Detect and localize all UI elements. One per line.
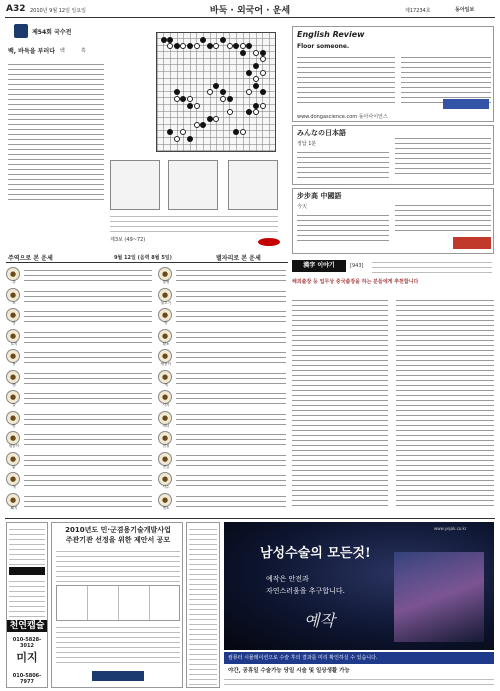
black-stone	[246, 109, 252, 115]
chinese-body-left	[297, 211, 389, 245]
star-sign-text	[176, 492, 286, 510]
star-sign-label: 천칭	[162, 444, 170, 448]
white-stone	[207, 89, 213, 95]
baduk-diagram-3	[228, 160, 278, 210]
clinic-banner-1-text: 컴퓨터 시뮬레이션으로 수술 후의 결과를 미리 확인하실 수 있습니다.	[228, 655, 378, 661]
gov-ad-table	[56, 585, 180, 621]
star-sign-text	[176, 410, 286, 428]
white-stone	[240, 129, 246, 135]
star-sign-row	[158, 450, 288, 470]
zodiac-label: 뱀	[12, 382, 16, 387]
star-sign-text	[176, 430, 286, 448]
english-headline: Floor someone.	[297, 43, 350, 50]
gov-ad	[51, 522, 183, 688]
zodiac-text	[24, 328, 152, 346]
zodiac-row	[6, 470, 154, 490]
black-stone	[200, 122, 206, 128]
black-stone	[260, 50, 266, 56]
star-sign-icon: ●	[158, 452, 172, 466]
classified-strip	[6, 522, 48, 688]
zodiac-label: 용	[12, 362, 16, 366]
white-stone	[167, 43, 173, 49]
english-review-title: English Review	[297, 30, 365, 39]
zodiac-label: 닭	[12, 464, 16, 469]
fortune-section	[6, 253, 288, 515]
star-list	[158, 265, 288, 515]
star-sign-row	[158, 470, 288, 490]
black-stone	[187, 43, 193, 49]
black-stone	[200, 37, 206, 43]
black-stone	[213, 83, 219, 89]
zodiac-label: 쥐	[12, 280, 16, 284]
white-stone	[213, 116, 219, 122]
baduk-notes	[110, 212, 278, 232]
zodiac-text	[24, 492, 152, 510]
star-sign-row	[158, 409, 288, 429]
zodiac-row	[6, 265, 154, 285]
classified-brand: 천연캡슐	[7, 620, 47, 632]
building-image	[394, 552, 484, 642]
star-sign-label: 물병	[162, 280, 170, 284]
baduk-subtitle: 백, 바둑을 부러다	[8, 48, 56, 55]
black-stone	[207, 43, 213, 49]
black-stone	[161, 37, 167, 43]
chinese-body-right	[395, 201, 491, 231]
white-stone	[194, 103, 200, 109]
black-stone	[167, 37, 173, 43]
star-sign-label: 사수	[162, 485, 170, 489]
zodiac-row	[6, 491, 154, 511]
star-sign-text	[176, 287, 286, 305]
baduk-title: 제54회 국수전	[32, 29, 72, 36]
baduk-diagram-1	[110, 160, 160, 210]
zodiac-text	[24, 307, 152, 325]
baduk-caption: 제3보 (49~72)	[110, 237, 146, 243]
star-sign-text	[176, 471, 286, 489]
black-stone	[187, 136, 193, 142]
star-sign-row	[158, 327, 288, 347]
zodiac-text	[24, 348, 152, 366]
zodiac-row	[6, 450, 154, 470]
clinic-ad	[224, 522, 494, 688]
gov-ad-body-2	[56, 623, 180, 667]
hanja-note: 해외출장 등 업무상 중국출장을 하는 분들에게 추천합니다	[292, 279, 419, 285]
baduk-section	[6, 20, 286, 248]
zodiac-text	[24, 287, 152, 305]
zodiac-icon: ●	[6, 431, 20, 445]
star-sign-icon: ●	[158, 329, 172, 343]
star-sign-text	[176, 369, 286, 387]
zodiac-icon: ●	[6, 329, 20, 343]
zodiac-label: 개	[12, 485, 16, 489]
zodiac-row	[6, 429, 154, 449]
white-stone	[253, 76, 259, 82]
classified-lines-1	[9, 525, 45, 565]
white-stone	[194, 43, 200, 49]
star-sign-text	[176, 389, 286, 407]
white-stone	[174, 96, 180, 102]
zodiac-list	[6, 265, 154, 515]
hanja-section	[292, 258, 494, 514]
gov-ad-headline-2: 주관기관 선정을 위한 제안서 공모	[65, 536, 171, 544]
star-sign-label: 황소	[162, 341, 170, 346]
star-sign-row	[158, 429, 288, 449]
zodiac-icon: ●	[6, 390, 20, 404]
zodiac-text	[24, 430, 152, 448]
white-stone	[246, 89, 252, 95]
chinese-ad-badge	[453, 237, 491, 249]
hanja-number: [943]	[350, 263, 364, 269]
star-sign-icon: ●	[158, 431, 172, 445]
white-stone	[180, 129, 186, 135]
white-stone	[253, 109, 259, 115]
star-sign-icon: ●	[158, 288, 172, 302]
zodiac-icon: ●	[6, 267, 20, 281]
white-stone	[213, 43, 219, 49]
gov-ad-headline-1: 2010년도 민·군겸용기술개발사업	[65, 526, 171, 534]
star-sign-icon: ●	[158, 411, 172, 425]
clinic-line-2: 자연스러움을 추구합니다.	[266, 587, 345, 595]
classified-phone-1: 010-5828-3012	[12, 637, 42, 649]
star-sign-row	[158, 491, 288, 511]
star-fortune-title: 별자리로 본 운세	[216, 255, 261, 262]
zodiac-icon: ●	[6, 288, 20, 302]
star-sign-label: 전갈	[162, 464, 170, 469]
zodiac-icon: ●	[6, 349, 20, 363]
chinese-title: 步步高 中國語	[297, 192, 342, 200]
black-stone	[240, 50, 246, 56]
zodiac-icon: ●	[6, 411, 20, 425]
zodiac-text	[24, 471, 152, 489]
zodiac-icon: ●	[6, 370, 20, 384]
baduk-logo-icon	[14, 24, 28, 38]
sponsor-logo-icon	[258, 238, 280, 246]
japanese-label: 정답 1분	[297, 141, 317, 147]
fortune-title: 주역으로 본 운세	[8, 255, 53, 262]
star-sign-label: 물고기	[160, 300, 172, 305]
zodiac-icon: ●	[6, 308, 20, 322]
clinic-banner-2: 야간, 공휴일 수술가능 당일 시술 및 일상생활 가능	[228, 668, 350, 674]
black-stone	[233, 129, 239, 135]
black-stone	[220, 89, 226, 95]
white-stone	[227, 109, 233, 115]
white-stone	[180, 43, 186, 49]
black-stone	[180, 96, 186, 102]
zodiac-text	[24, 410, 152, 428]
ad-divider	[5, 518, 495, 519]
english-body-right	[401, 53, 491, 105]
english-footer: www.dongascience.com 동아사이언스	[297, 114, 388, 120]
star-sign-label: 쌍둥이	[160, 362, 172, 366]
hanja-body-right	[396, 296, 494, 510]
zodiac-row	[6, 347, 154, 367]
gov-ad-body-1	[56, 547, 180, 583]
star-sign-icon: ●	[158, 370, 172, 384]
baduk-diagram-2	[168, 160, 218, 210]
star-sign-icon: ●	[158, 472, 172, 486]
newspaper-name: 동아일보	[455, 7, 475, 13]
star-sign-row	[158, 368, 288, 388]
zodiac-label: 말	[12, 403, 16, 407]
english-ad-badge	[443, 99, 489, 109]
black-stone	[253, 63, 259, 69]
japanese-body-left	[297, 148, 389, 178]
black-stone	[220, 37, 226, 43]
star-sign-text	[176, 348, 286, 366]
star-sign-icon: ●	[158, 267, 172, 281]
black-stone	[253, 83, 259, 89]
zodiac-text	[24, 266, 152, 284]
zodiac-row	[6, 286, 154, 306]
fortune-rule	[6, 262, 288, 263]
black-stone	[253, 103, 259, 109]
white-stone	[260, 56, 266, 62]
black-stone	[174, 43, 180, 49]
star-sign-row	[158, 388, 288, 408]
go-board	[156, 32, 276, 152]
zodiac-label: 토끼	[10, 341, 18, 346]
english-body-left	[297, 53, 395, 105]
white-stone	[187, 96, 193, 102]
page-number: A32	[6, 4, 26, 14]
japanese-title: みんなの日本語	[297, 129, 346, 137]
star-sign-text	[176, 328, 286, 346]
classified-lines-2	[9, 577, 45, 617]
star-sign-icon: ●	[158, 349, 172, 363]
white-stone	[194, 122, 200, 128]
black-stone	[167, 129, 173, 135]
zodiac-icon: ●	[6, 472, 20, 486]
baduk-commentary	[8, 60, 104, 200]
chinese-box	[292, 188, 494, 254]
edition-number: 제17234호	[405, 8, 431, 14]
clinic-logo: 예작	[304, 611, 335, 630]
issue-date: 2010년 9월 12일 일요일	[30, 8, 87, 14]
hanja-header-lines	[372, 258, 492, 274]
baduk-player-black: 흑	[81, 48, 86, 54]
zodiac-text	[24, 389, 152, 407]
english-review-box	[292, 26, 494, 122]
black-stone	[187, 103, 193, 109]
zodiac-label: 양	[12, 423, 16, 428]
white-stone	[253, 50, 259, 56]
clinic-banner-1	[224, 652, 494, 664]
japanese-box	[292, 125, 494, 185]
japanese-body-right	[395, 134, 491, 178]
clinic-line-1: 예작은 안전과	[266, 575, 309, 583]
black-stone	[260, 89, 266, 95]
white-stone	[174, 136, 180, 142]
white-stone	[240, 43, 246, 49]
star-sign-row	[158, 306, 288, 326]
clinic-address-lines	[224, 675, 494, 687]
narrow-ad-lines	[189, 525, 217, 685]
header-rule	[5, 17, 495, 18]
zodiac-label: 돼지	[10, 505, 18, 510]
star-sign-text	[176, 307, 286, 325]
baduk-title-box	[6, 24, 96, 40]
white-stone	[220, 96, 226, 102]
zodiac-row	[6, 388, 154, 408]
star-sign-label: 양	[164, 321, 168, 325]
star-sign-label: 처녀	[162, 423, 170, 428]
zodiac-text	[24, 369, 152, 387]
black-stone	[246, 43, 252, 49]
gov-ad-logo	[92, 671, 144, 681]
zodiac-row	[6, 409, 154, 429]
black-stone	[227, 96, 233, 102]
black-stone	[233, 43, 239, 49]
classified-header	[9, 567, 45, 575]
clinic-headline: 남성수술의 모든것!	[260, 546, 371, 561]
star-sign-text	[176, 451, 286, 469]
zodiac-label: 원숭이	[8, 444, 20, 448]
white-stone	[227, 43, 233, 49]
star-sign-row	[158, 265, 288, 285]
black-stone	[174, 89, 180, 95]
star-sign-label: 게	[164, 382, 168, 387]
section-title: 바둑 · 외국어 · 운세	[209, 6, 291, 16]
clinic-ad-visual	[224, 522, 494, 650]
white-stone	[260, 103, 266, 109]
star-sign-text	[176, 266, 286, 284]
star-sign-row	[158, 286, 288, 306]
classified-phone-2: 010-5806-7977	[12, 673, 42, 685]
star-sign-label: 사자	[162, 403, 170, 407]
zodiac-label: 범	[12, 321, 16, 325]
zodiac-row	[6, 306, 154, 326]
star-sign-label: 염소	[162, 505, 170, 510]
zodiac-row	[6, 327, 154, 347]
zodiac-icon: ●	[6, 493, 20, 507]
narrow-ad-column	[186, 522, 220, 688]
star-sign-icon: ●	[158, 493, 172, 507]
zodiac-label: 소	[12, 300, 16, 305]
zodiac-row	[6, 368, 154, 388]
black-stone	[207, 116, 213, 122]
white-stone	[260, 70, 266, 76]
hanja-title: 漢字 이야기	[292, 260, 346, 272]
baduk-player-white: 백	[60, 48, 65, 54]
clinic-url: www.yejak.co.kr	[434, 526, 467, 531]
classified-brand-2: 미지	[16, 651, 38, 664]
star-sign-icon: ●	[158, 390, 172, 404]
black-stone	[246, 70, 252, 76]
fortune-date: 9월 12일 (음력 8월 5일)	[114, 255, 172, 261]
star-sign-row	[158, 347, 288, 367]
zodiac-text	[24, 451, 152, 469]
chinese-label: 今天	[297, 204, 308, 210]
star-sign-icon: ●	[158, 308, 172, 322]
hanja-body-left	[292, 296, 388, 510]
zodiac-icon: ●	[6, 452, 20, 466]
